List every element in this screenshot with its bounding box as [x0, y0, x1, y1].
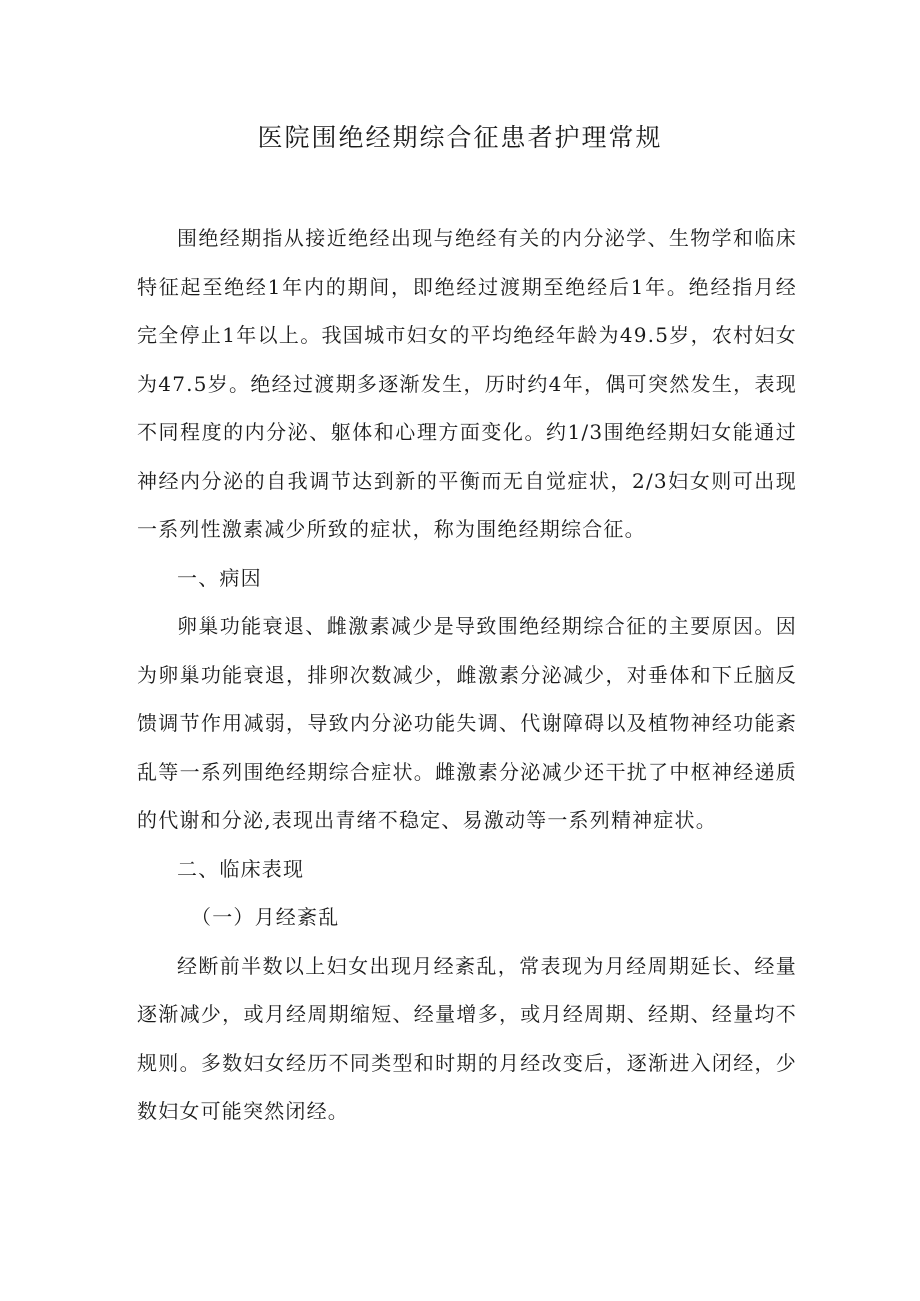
document-title: 医院围绝经期综合征患者护理常规 [257, 123, 663, 152]
section-heading-clinical: 二、临床表现 [177, 856, 305, 881]
menstrual-paragraph: 经断前半数以上妇女出现月经紊乱，常表现为月经周期延长、经量逐渐减少，或月经周期缩短、经量增多，或月经周期、经期、经量均不规则。多数妇女经历不同类型和时期的月经改变后，逐渐进入闭经，少数妇女可能突然闭经。 [137, 953, 797, 1123]
cause-paragraph: 卵巢功能衰退、雌激素减少是导致围绝经期综合征的主要原因。因为卵巢功能衰退，排卵次数减少，雌激素分泌减少，对垂体和下丘脑反馈调节作用减弱，导致内分泌功能失调、代谢障碍以及植物神经功能紊乱等一系列围绝经期综合症状。雌激素分泌减少还干扰了中枢神经递质的代谢和分泌,表现出青绪不稳定、易激动等一系列精神症状。 [137, 614, 797, 832]
section-heading-cause: 一、病因 [177, 565, 262, 590]
subsection-heading-menstrual: （一）月经紊乱 [191, 905, 340, 929]
intro-paragraph: 围绝经期指从接近绝经出现与绝经有关的内分泌学、生物学和临床特征起至绝经1年内的期间，即绝经过渡期至绝经后1年。绝经指月经完全停止1年以上。我国城市妇女的平均绝经年龄为49.5岁，农村妇女为47.5岁。绝经过渡期多逐渐发生，历时约4年，偶可突然发生，表现不同程度的内分泌、躯体和心理方面变化。约1/3围绝经期妇女能通过神经内分泌的自我调节达到新的平衡而无自觉症状，2/3妇女则可出现一系列性激素减少所致的症状，称为围绝经期综合征。 [137, 226, 797, 541]
document-body [137, 214, 797, 1136]
